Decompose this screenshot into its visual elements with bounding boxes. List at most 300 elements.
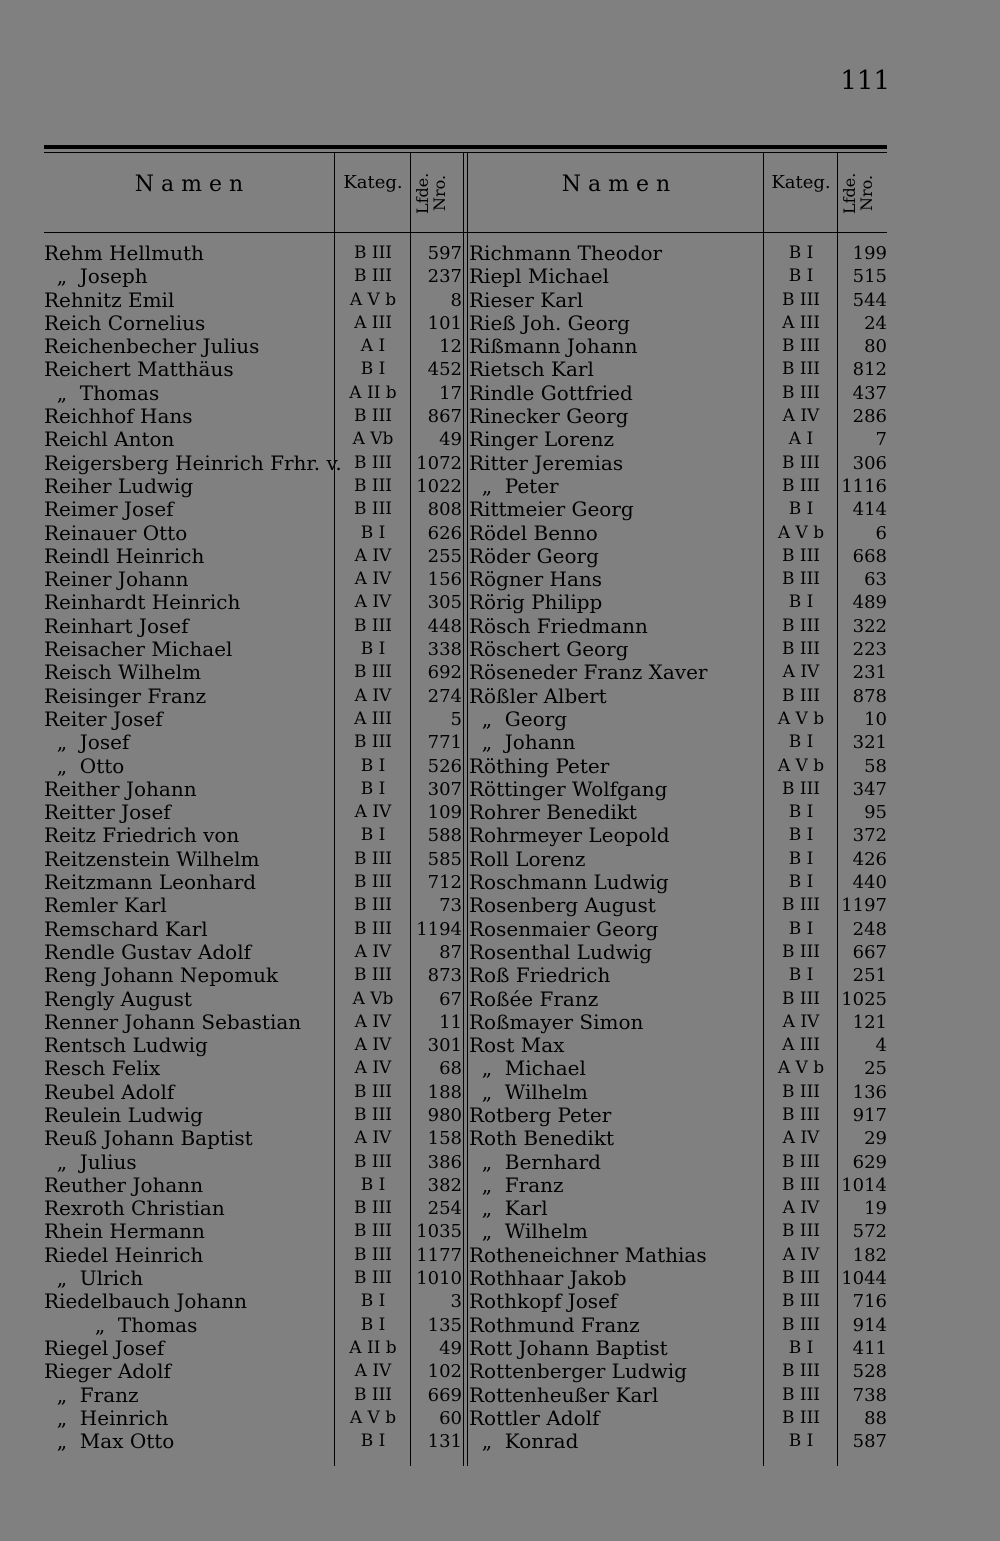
entry-name: Rosenthal Ludwig	[469, 939, 652, 964]
table-row	[44, 591, 462, 614]
entry-number: 873	[427, 965, 462, 987]
entry-number: 489	[852, 592, 887, 614]
entry-name: „ Josef	[44, 730, 130, 755]
entry-name: Rögner Hans	[469, 567, 603, 592]
entry-number: 1177	[416, 1244, 462, 1266]
entry-category: B III	[353, 1104, 393, 1125]
table-row	[469, 755, 887, 778]
entry-category: A IV	[354, 1128, 392, 1149]
entry-name: Remschard Karl	[44, 916, 208, 941]
entry-name: Reiter Josef	[44, 706, 163, 731]
right-column	[469, 242, 887, 1453]
entry-name: Rieser Karl	[469, 287, 584, 312]
entry-name: Reichhof Hans	[44, 404, 193, 429]
entry-number: 80	[864, 336, 887, 358]
entry-category: B I	[360, 1431, 386, 1452]
entry-category: B I	[360, 825, 386, 846]
header-name-left: N a m e n	[134, 172, 244, 197]
entry-number: 274	[427, 685, 462, 707]
entry-name: Reuther Johann	[44, 1172, 204, 1197]
table-row	[469, 1104, 887, 1127]
entry-name: Rotberg Peter	[469, 1102, 612, 1127]
entry-name: Roßée Franz	[469, 986, 599, 1011]
divider-center-double-a	[463, 153, 464, 1466]
table-row	[44, 312, 462, 335]
table-row	[469, 638, 887, 661]
entry-name: „ Konrad	[469, 1429, 579, 1454]
entry-category: B I	[788, 1431, 814, 1452]
entry-category: A V b	[777, 522, 825, 543]
entry-category: A V b	[349, 1407, 397, 1428]
entry-number: 223	[852, 639, 887, 661]
table-row	[469, 1314, 887, 1337]
entry-number: 437	[852, 382, 887, 404]
entry-category: A IV	[354, 685, 392, 706]
entry-name: „ Ulrich	[44, 1266, 144, 1291]
entry-category: B I	[788, 825, 814, 846]
entry-category: B III	[353, 243, 393, 263]
entry-category: B III	[781, 1151, 821, 1172]
table-row	[469, 1081, 887, 1104]
table-row	[44, 615, 462, 638]
entry-number: 585	[427, 848, 462, 870]
table-row	[469, 1057, 887, 1080]
entry-number: 19	[864, 1198, 887, 1220]
table-row	[44, 498, 462, 521]
entry-category: A V b	[777, 755, 825, 776]
entry-category: A III	[354, 708, 392, 729]
entry-category: A IV	[782, 1128, 820, 1149]
entry-number: 87	[439, 941, 462, 963]
table-row	[469, 312, 887, 335]
entry-number: 808	[427, 499, 462, 521]
entry-number: 63	[864, 569, 887, 591]
entry-number: 6	[875, 522, 887, 544]
table-row	[44, 475, 462, 498]
table-row	[44, 1220, 462, 1243]
entry-name: Rehnitz Emil	[44, 287, 175, 312]
table-row	[469, 941, 887, 964]
table-row	[44, 358, 462, 381]
entry-number: 914	[852, 1314, 887, 1336]
entry-name: „ Heinrich	[44, 1405, 169, 1430]
entry-name: „ Max Otto	[44, 1429, 175, 1454]
entry-category: B III	[353, 895, 393, 916]
table-row	[44, 801, 462, 824]
entry-number: 307	[427, 778, 462, 800]
header-nr-left: Lfde. Nro.	[413, 172, 449, 214]
entry-number: 136	[852, 1081, 887, 1103]
table-row	[44, 755, 462, 778]
entry-number: 251	[852, 965, 887, 987]
table-row	[44, 638, 462, 661]
table-row	[44, 894, 462, 917]
entry-name: Rietsch Karl	[469, 357, 594, 382]
entry-name: Remler Karl	[44, 893, 167, 918]
entry-name: Reitzenstein Wilhelm	[44, 846, 260, 871]
table-row	[469, 778, 887, 801]
entry-name: Roll Lorenz	[469, 846, 586, 871]
table-row	[469, 428, 887, 451]
table-row	[469, 498, 887, 521]
entry-name: Ritter Jeremias	[469, 450, 624, 475]
table-row	[469, 475, 887, 498]
entry-number: 25	[864, 1058, 887, 1080]
entry-number: 131	[427, 1431, 462, 1453]
table-row	[469, 1360, 887, 1383]
entry-name: Reinhart Josef	[44, 613, 189, 638]
table-row	[469, 405, 887, 428]
entry-category: A I	[788, 429, 814, 450]
entry-name: „ Karl	[469, 1196, 548, 1221]
table-row	[469, 522, 887, 545]
left-column	[44, 242, 462, 1453]
entry-category: B III	[353, 1244, 393, 1265]
entry-category: B III	[781, 1384, 821, 1405]
header-name-right: N a m e n	[561, 172, 671, 197]
entry-name: Röschert Georg	[469, 637, 629, 662]
entry-name: Reisacher Michael	[44, 637, 233, 662]
table-row	[469, 335, 887, 358]
entry-category: B III	[353, 499, 393, 520]
entry-category: B I	[360, 359, 386, 380]
top-rule-thin	[44, 152, 887, 153]
entry-number: 8	[450, 289, 462, 311]
entry-name: Rißmann Johann	[469, 334, 638, 359]
entry-number: 452	[427, 359, 462, 381]
table-row	[469, 591, 887, 614]
table-row	[44, 405, 462, 428]
table-row	[469, 1384, 887, 1407]
entry-number: 386	[427, 1151, 462, 1173]
entry-category: B III	[781, 336, 821, 357]
divider-center-double-b	[467, 153, 468, 1466]
entry-number: 372	[852, 825, 887, 847]
entry-category: B III	[781, 1221, 821, 1242]
entry-category: B III	[781, 1291, 821, 1312]
entry-name: Reigersberg Heinrich Frhr. v.	[44, 450, 342, 475]
entry-category: B III	[781, 545, 821, 566]
entry-name: Reng Johann Nepomuk	[44, 963, 279, 988]
table-row	[44, 452, 462, 475]
table-row	[44, 1337, 462, 1360]
entry-name: „ Georg	[469, 706, 568, 731]
entry-number: 12	[439, 336, 462, 358]
entry-name: Röttinger Wolfgang	[469, 776, 668, 801]
entry-number: 1197	[841, 895, 887, 917]
entry-name: Röder Georg	[469, 543, 599, 568]
table-row	[44, 848, 462, 871]
entry-number: 88	[864, 1407, 887, 1429]
entry-number: 812	[852, 359, 887, 381]
entry-name: Riedel Heinrich	[44, 1242, 204, 1267]
entry-number: 109	[427, 802, 462, 824]
entry-category: B I	[360, 755, 386, 776]
table-row	[469, 824, 887, 847]
entry-name: Rösch Friedmann	[469, 613, 648, 638]
entry-category: B I	[360, 639, 386, 660]
entry-name: „ Wilhelm	[469, 1219, 588, 1244]
table-row	[469, 1034, 887, 1057]
entry-number: 24	[864, 312, 887, 334]
table-row	[469, 871, 887, 894]
table-row	[44, 1314, 462, 1337]
entry-number: 667	[852, 941, 887, 963]
entry-category: A V b	[777, 708, 825, 729]
entry-number: 771	[427, 732, 462, 754]
entry-category: A Vb	[352, 988, 394, 1009]
table-row	[469, 1337, 887, 1360]
entry-name: Reuß Johann Baptist	[44, 1126, 253, 1151]
entry-name: Reichenbecher Julius	[44, 334, 260, 359]
entry-name: „ Michael	[469, 1056, 586, 1081]
entry-number: 95	[864, 802, 887, 824]
entry-name: Röthing Peter	[469, 753, 610, 778]
entry-number: 58	[864, 755, 887, 777]
table-row	[44, 941, 462, 964]
entry-name: Ringer Lorenz	[469, 427, 615, 452]
entry-name: Rittmeier Georg	[469, 497, 634, 522]
entry-name: Rentsch Ludwig	[44, 1033, 208, 1058]
entry-category: A IV	[782, 1011, 820, 1032]
entry-name: „ Peter	[469, 473, 559, 498]
entry-number: 738	[852, 1384, 887, 1406]
entry-name: Rosenmaier Georg	[469, 916, 659, 941]
entry-category: B III	[353, 848, 393, 869]
entry-category: B III	[353, 406, 393, 427]
table-row	[469, 452, 887, 475]
entry-category: B I	[788, 732, 814, 753]
table-row	[469, 894, 887, 917]
entry-name: Rothkopf Josef	[469, 1289, 618, 1314]
entry-number: 305	[427, 592, 462, 614]
table-row	[44, 1244, 462, 1267]
entry-number: 254	[427, 1198, 462, 1220]
entry-number: 5	[450, 708, 462, 730]
entry-number: 248	[852, 918, 887, 940]
entry-category: A IV	[354, 1011, 392, 1032]
entry-name: „ Thomas	[44, 380, 160, 405]
entry-name: Reitzmann Leonhard	[44, 870, 257, 895]
entry-name: Reulein Ludwig	[44, 1102, 203, 1127]
table-row	[44, 1104, 462, 1127]
table-row	[469, 801, 887, 824]
entry-category: A V b	[349, 289, 397, 310]
entry-name: Reither Johann	[44, 776, 197, 801]
table-row	[44, 382, 462, 405]
entry-category: B III	[781, 1174, 821, 1195]
entry-name: Reinhardt Heinrich	[44, 590, 241, 615]
entry-name: Reindl Heinrich	[44, 543, 205, 568]
entry-category: B I	[788, 872, 814, 893]
entry-name: Rinecker Georg	[469, 404, 629, 429]
entry-number: 49	[439, 429, 462, 451]
entry-number: 587	[852, 1431, 887, 1453]
table-row	[469, 661, 887, 684]
entry-name: Reichert Matthäus	[44, 357, 234, 382]
table-row	[44, 1011, 462, 1034]
entry-category: B III	[353, 732, 393, 753]
entry-number: 60	[439, 1407, 462, 1429]
entry-category: A IV	[782, 1244, 820, 1265]
entry-number: 716	[852, 1291, 887, 1313]
entry-number: 231	[852, 662, 887, 684]
entry-number: 199	[852, 243, 887, 264]
entry-number: 668	[852, 545, 887, 567]
entry-number: 49	[439, 1337, 462, 1359]
entry-name: Roßmayer Simon	[469, 1009, 644, 1034]
entry-category: B III	[781, 1081, 821, 1102]
entry-category: A III	[354, 312, 392, 333]
entry-number: 306	[852, 452, 887, 474]
entry-category: B I	[788, 1337, 814, 1358]
entry-number: 878	[852, 685, 887, 707]
entry-name: „ Joseph	[44, 264, 148, 289]
entry-category: B III	[781, 1361, 821, 1382]
entry-category: B III	[353, 918, 393, 939]
entry-name: Resch Felix	[44, 1056, 161, 1081]
table-row	[469, 918, 887, 941]
table-row	[469, 731, 887, 754]
table-row	[469, 1267, 887, 1290]
entry-name: Renner Johann Sebastian	[44, 1009, 302, 1034]
entry-category: A IV	[354, 1035, 392, 1056]
table-row	[469, 265, 887, 288]
entry-category: A IV	[354, 941, 392, 962]
entry-name: Roschmann Ludwig	[469, 870, 669, 895]
entry-number: 544	[852, 289, 887, 311]
entry-name: Rotheneichner Mathias	[469, 1242, 707, 1267]
entry-number: 321	[852, 732, 887, 754]
entry-number: 182	[852, 1244, 887, 1266]
entry-number: 10	[864, 708, 887, 730]
table-row	[44, 289, 462, 312]
entry-name: Reichl Anton	[44, 427, 175, 452]
entry-name: Reiner Johann	[44, 567, 189, 592]
entry-category: B III	[353, 662, 393, 683]
entry-number: 515	[852, 266, 887, 288]
entry-name: Rehm Hellmuth	[44, 241, 204, 265]
table-row	[469, 615, 887, 638]
entry-category: B I	[788, 592, 814, 613]
table-row	[44, 708, 462, 731]
entry-category: A IV	[782, 406, 820, 427]
table-row	[469, 545, 887, 568]
entry-number: 347	[852, 778, 887, 800]
entry-name: Reimer Josef	[44, 497, 174, 522]
entry-number: 237	[427, 266, 462, 288]
table-row	[44, 545, 462, 568]
entry-number: 11	[439, 1011, 462, 1033]
table-row	[44, 988, 462, 1011]
table-row	[44, 1407, 462, 1430]
entry-name: Reiher Ludwig	[44, 473, 194, 498]
entry-name: Rottenberger Ludwig	[469, 1359, 687, 1384]
entry-name: Rieger Adolf	[44, 1359, 171, 1384]
entry-number: 121	[852, 1011, 887, 1033]
entry-category: B III	[353, 1268, 393, 1289]
table-row	[44, 1127, 462, 1150]
entry-category: A IV	[782, 1198, 820, 1219]
table-row	[469, 358, 887, 381]
entry-number: 526	[427, 755, 462, 777]
entry-number: 29	[864, 1128, 887, 1150]
entry-category: A I	[360, 336, 386, 357]
entry-name: Reisinger Franz	[44, 683, 207, 708]
entry-category: A IV	[354, 545, 392, 566]
entry-category: B I	[788, 918, 814, 939]
entry-number: 7	[875, 429, 887, 451]
entry-category: A IV	[354, 1361, 392, 1382]
table-row	[469, 708, 887, 731]
table-row	[44, 265, 462, 288]
entry-category: B I	[360, 522, 386, 543]
entry-name: Rößler Albert	[469, 683, 607, 708]
entry-name: Riedelbauch Johann	[44, 1289, 247, 1314]
entry-number: 1022	[416, 475, 462, 497]
entry-name: „ Wilhelm	[469, 1079, 588, 1104]
page-number: 111	[840, 66, 890, 96]
table-row	[469, 1011, 887, 1034]
entry-category: B III	[781, 1314, 821, 1335]
entry-category: B III	[781, 941, 821, 962]
entry-category: A II b	[349, 382, 397, 403]
entry-number: 1035	[416, 1221, 462, 1243]
entry-category: B III	[781, 382, 821, 403]
entry-category: A III	[782, 1035, 820, 1056]
entry-number: 867	[427, 406, 462, 428]
entry-name: Rhein Hermann	[44, 1219, 205, 1244]
header-rule	[44, 232, 887, 233]
entry-name: „ Thomas	[44, 1312, 198, 1337]
entry-category: B III	[781, 1268, 821, 1289]
table-row	[44, 568, 462, 591]
table-row	[44, 428, 462, 451]
entry-number: 626	[427, 522, 462, 544]
entry-name: Rost Max	[469, 1033, 565, 1058]
table-row	[44, 824, 462, 847]
entry-number: 629	[852, 1151, 887, 1173]
entry-number: 448	[427, 615, 462, 637]
entry-number: 1194	[416, 918, 462, 940]
entry-name: Reitter Josef	[44, 800, 171, 825]
table-row	[469, 1197, 887, 1220]
entry-number: 338	[427, 639, 462, 661]
entry-category: B III	[353, 266, 393, 287]
entry-category: B III	[781, 639, 821, 660]
entry-number: 67	[439, 988, 462, 1010]
entry-category: A II b	[349, 1337, 397, 1358]
top-rule-thick	[44, 145, 887, 149]
entry-name: Rothmund Franz	[469, 1312, 640, 1337]
entry-category: B I	[788, 266, 814, 287]
entry-category: B I	[360, 1291, 386, 1312]
entry-name: Roth Benedikt	[469, 1126, 614, 1151]
table-row	[44, 1034, 462, 1057]
entry-number: 188	[427, 1081, 462, 1103]
table-row	[469, 988, 887, 1011]
entry-name: Rödel Benno	[469, 520, 598, 545]
entry-number: 572	[852, 1221, 887, 1243]
entry-number: 68	[439, 1058, 462, 1080]
entry-category: B III	[781, 895, 821, 916]
entry-number: 73	[439, 895, 462, 917]
table-row	[469, 242, 887, 265]
entry-name: „ Bernhard	[469, 1149, 601, 1174]
table-row	[44, 685, 462, 708]
entry-name: „ Julius	[44, 1149, 137, 1174]
entry-number: 588	[427, 825, 462, 847]
